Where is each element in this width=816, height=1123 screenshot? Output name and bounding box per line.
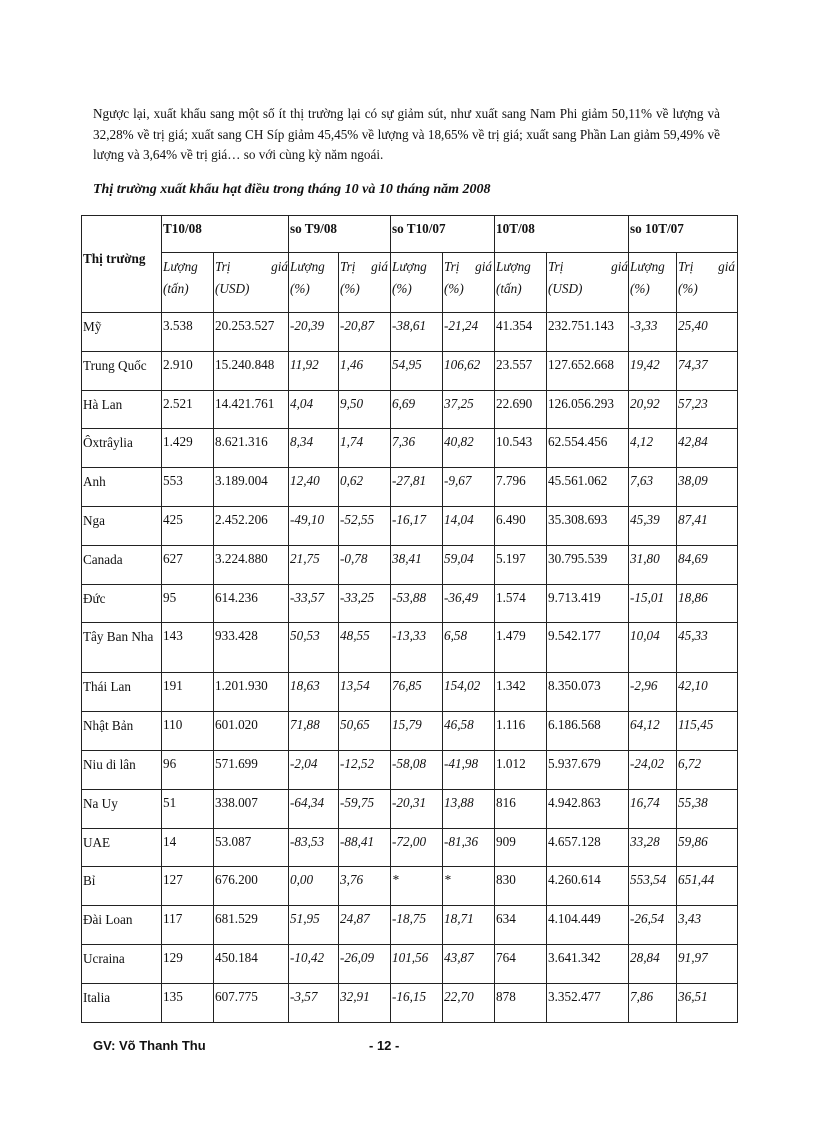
table-header-row [82,216,738,253]
cell-market: Trung Quốc [82,351,162,390]
market-column-header: Thị trường [82,216,162,313]
cell-10t07-trigia: 57,23 [677,390,738,429]
table-row [82,789,738,828]
cell-10t07-trigia: 74,37 [677,351,738,390]
cell-10t07-trigia: 42,84 [677,429,738,468]
cell-t10-trigia: 14.421.761 [214,390,289,429]
cell-t10-luong: 127 [162,867,214,906]
cell-t1007-luong: 54,95 [391,351,443,390]
cell-t10-trigia: 20.253.527 [214,313,289,352]
cell-t9-trigia: 32,91 [339,983,391,1022]
cell-t10-trigia: 601.020 [214,712,289,751]
cell-t9-trigia: 24,87 [339,906,391,945]
table-row [82,313,738,352]
cell-t10-trigia: 3.189.004 [214,468,289,507]
cell-t1007-luong: 15,79 [391,712,443,751]
cell-t9-luong: 4,04 [289,390,339,429]
cell-t1007-luong: -16,17 [391,506,443,545]
cell-10t07-luong: 7,86 [629,983,677,1022]
cell-t1007-luong: -58,08 [391,750,443,789]
cell-t1007-trigia: -9,67 [443,468,495,507]
cell-t10-luong: 117 [162,906,214,945]
cell-t9-trigia: -33,25 [339,584,391,623]
cell-t9-luong: 8,34 [289,429,339,468]
cell-10t-luong: 10.543 [495,429,547,468]
cell-10t-trigia: 3.352.477 [547,983,629,1022]
cell-10t07-trigia: 18,86 [677,584,738,623]
subheader-luong-tan: Lượng (tấn) [495,253,547,313]
table-row [82,712,738,751]
cell-t9-trigia: 9,50 [339,390,391,429]
cell-t9-trigia: 1,46 [339,351,391,390]
cell-t10-luong: 110 [162,712,214,751]
cell-10t07-trigia: 87,41 [677,506,738,545]
cell-t9-trigia: -52,55 [339,506,391,545]
cell-10t07-luong: 16,74 [629,789,677,828]
cell-10t07-trigia: 42,10 [677,673,738,712]
cell-10t07-luong: 10,04 [629,623,677,673]
cell-t1007-trigia: 37,25 [443,390,495,429]
cell-market: Tây Ban Nha [82,623,162,673]
cell-t9-trigia: 13,54 [339,673,391,712]
cell-t10-luong: 1.429 [162,429,214,468]
subheader-trigia-usd-unit: (USD) [548,281,583,296]
cell-market: Hà Lan [82,390,162,429]
cell-10t07-luong: 31,80 [629,545,677,584]
cell-market: Bỉ [82,867,162,906]
cell-10t-trigia: 9.713.419 [547,584,629,623]
subheader-luong-pct: Lượng (%) [629,253,677,313]
cell-t1007-trigia: 13,88 [443,789,495,828]
cell-t1007-luong: -20,31 [391,789,443,828]
cell-10t07-trigia: 45,33 [677,623,738,673]
cell-t9-trigia: -88,41 [339,828,391,867]
table-row [82,944,738,983]
cell-t10-luong: 2.521 [162,390,214,429]
cell-10t07-trigia: 91,97 [677,944,738,983]
cell-t9-luong: 21,75 [289,545,339,584]
subheader-trigia-usd-word2: giá [271,259,288,274]
cell-10t-trigia: 3.641.342 [547,944,629,983]
subheader-luong-tan: Lượng (tấn) [162,253,214,313]
table-row [82,545,738,584]
cell-10t07-luong: 45,39 [629,506,677,545]
cell-market: Ôxtrâylia [82,429,162,468]
cell-10t-luong: 909 [495,828,547,867]
cell-t10-luong: 51 [162,789,214,828]
cell-t10-luong: 129 [162,944,214,983]
cell-10t-trigia: 127.652.668 [547,351,629,390]
cell-10t-trigia: 5.937.679 [547,750,629,789]
cell-t10-luong: 2.910 [162,351,214,390]
cell-10t07-luong: -2,96 [629,673,677,712]
footer-teacher: GV: Võ Thanh Thu [93,1038,206,1053]
cell-t9-trigia: 3,76 [339,867,391,906]
cell-t1007-luong: 7,36 [391,429,443,468]
cell-t9-trigia: 48,55 [339,623,391,673]
table-row [82,906,738,945]
cell-t9-trigia: -0,78 [339,545,391,584]
cell-t10-luong: 95 [162,584,214,623]
cell-10t07-luong: 7,63 [629,468,677,507]
cell-10t-luong: 634 [495,906,547,945]
cell-10t-trigia: 6.186.568 [547,712,629,751]
cell-t10-trigia: 933.428 [214,623,289,673]
subheader-trigia-usd-word1: Trị [215,259,231,274]
cell-10t07-trigia: 115,45 [677,712,738,751]
cell-t1007-trigia: -81,36 [443,828,495,867]
cell-10t-luong: 1.012 [495,750,547,789]
cell-10t07-luong: 4,12 [629,429,677,468]
cell-t9-trigia: -26,09 [339,944,391,983]
cell-t9-luong: -64,34 [289,789,339,828]
cell-t10-luong: 191 [162,673,214,712]
cell-t9-luong: -3,57 [289,983,339,1022]
group-header-so-t9-08: so T9/08 [289,216,391,253]
cell-t10-trigia: 53.087 [214,828,289,867]
cell-t1007-trigia: 59,04 [443,545,495,584]
cell-t10-trigia: 8.621.316 [214,429,289,468]
cell-t9-trigia: 0,62 [339,468,391,507]
cell-t1007-trigia: 6,58 [443,623,495,673]
footer-page-number: - 12 - [369,1038,400,1053]
cell-10t-luong: 1.574 [495,584,547,623]
table-caption: Thị trường xuất khẩu hạt điều trong tháng 10 và 10 tháng năm 2008 [93,182,491,197]
cell-t10-trigia: 2.452.206 [214,506,289,545]
cell-t9-luong: 18,63 [289,673,339,712]
cell-t1007-trigia: -41,98 [443,750,495,789]
cell-t10-luong: 14 [162,828,214,867]
table-subheader-row [82,253,738,313]
subheader-trigia-usd [547,253,629,313]
subheader-trigia-pct: Trị giá (%) [443,253,495,313]
cell-10t07-trigia: 3,43 [677,906,738,945]
cell-market: Canada [82,545,162,584]
subheader-luong-pct: Lượng (%) [391,253,443,313]
cell-t10-trigia: 15.240.848 [214,351,289,390]
cell-10t-luong: 830 [495,867,547,906]
cell-10t-trigia: 126.056.293 [547,390,629,429]
cell-market: Mỹ [82,313,162,352]
cell-t9-luong: 11,92 [289,351,339,390]
cell-10t-trigia: 232.751.143 [547,313,629,352]
table-row [82,623,738,673]
cell-t10-trigia: 1.201.930 [214,673,289,712]
cell-t9-luong: -2,04 [289,750,339,789]
cell-10t07-luong: -15,01 [629,584,677,623]
cell-t9-luong: -10,42 [289,944,339,983]
cell-10t-luong: 6.490 [495,506,547,545]
cell-t10-trigia: 450.184 [214,944,289,983]
cell-t1007-trigia: 22,70 [443,983,495,1022]
cell-10t07-trigia: 84,69 [677,545,738,584]
cell-10t07-luong: 33,28 [629,828,677,867]
cell-10t07-luong: -26,54 [629,906,677,945]
cell-t10-trigia: 3.224.880 [214,545,289,584]
cell-10t-trigia: 35.308.693 [547,506,629,545]
table-row [82,983,738,1022]
cell-t9-trigia: -20,87 [339,313,391,352]
group-header-so-10t-07: so 10T/07 [629,216,738,253]
cell-t10-luong: 627 [162,545,214,584]
cell-t10-luong: 143 [162,623,214,673]
cell-market: Đài Loan [82,906,162,945]
table-row [82,828,738,867]
cell-t1007-luong: -72,00 [391,828,443,867]
cell-10t07-luong: 553,54 [629,867,677,906]
cell-10t-trigia: 45.561.062 [547,468,629,507]
cell-t9-luong: 0,00 [289,867,339,906]
cell-t1007-luong: -53,88 [391,584,443,623]
cell-market: Đức [82,584,162,623]
cell-t10-luong: 96 [162,750,214,789]
table-row [82,351,738,390]
cell-10t-trigia: 30.795.539 [547,545,629,584]
cell-market: Anh [82,468,162,507]
cell-10t07-trigia: 25,40 [677,313,738,352]
cell-10t07-trigia: 36,51 [677,983,738,1022]
cell-t1007-luong: 76,85 [391,673,443,712]
cell-t10-trigia: 571.699 [214,750,289,789]
cell-10t-trigia: 4.104.449 [547,906,629,945]
cell-10t-luong: 816 [495,789,547,828]
cell-10t07-luong: -24,02 [629,750,677,789]
cell-market: UAE [82,828,162,867]
subheader-trigia-usd-word1: Trị [548,259,564,274]
cell-market: Na Uy [82,789,162,828]
cell-t1007-trigia: 14,04 [443,506,495,545]
cell-10t07-luong: 19,42 [629,351,677,390]
cell-10t07-luong: 64,12 [629,712,677,751]
cell-10t-luong: 23.557 [495,351,547,390]
cell-t1007-trigia: -21,24 [443,313,495,352]
cell-10t07-trigia: 6,72 [677,750,738,789]
cell-t1007-luong: 101,56 [391,944,443,983]
cell-t9-luong: 12,40 [289,468,339,507]
cell-t1007-luong: -18,75 [391,906,443,945]
cell-t9-trigia: -59,75 [339,789,391,828]
cell-t10-luong: 3.538 [162,313,214,352]
table-row [82,750,738,789]
cell-10t-trigia: 4.657.128 [547,828,629,867]
cell-t1007-trigia: 46,58 [443,712,495,751]
cell-10t-luong: 5.197 [495,545,547,584]
cell-t1007-trigia: 40,82 [443,429,495,468]
cell-10t-luong: 41.354 [495,313,547,352]
group-header-t10-08: T10/08 [162,216,289,253]
cell-market: Niu di lân [82,750,162,789]
subheader-trigia-usd [214,253,289,313]
cell-t10-trigia: 681.529 [214,906,289,945]
subheader-trigia-pct: Trị giá (%) [339,253,391,313]
cell-10t07-trigia: 651,44 [677,867,738,906]
table-row [82,506,738,545]
cell-t10-trigia: 614.236 [214,584,289,623]
cell-t9-trigia: 50,65 [339,712,391,751]
cell-10t07-trigia: 38,09 [677,468,738,507]
cell-10t07-luong: 28,84 [629,944,677,983]
subheader-trigia-pct: Trị giá (%) [677,253,738,313]
cell-10t-luong: 764 [495,944,547,983]
cell-t9-luong: 50,53 [289,623,339,673]
cell-market: Italia [82,983,162,1022]
table-row [82,390,738,429]
cell-10t07-trigia: 59,86 [677,828,738,867]
cell-t9-luong: -20,39 [289,313,339,352]
cell-t9-luong: -33,57 [289,584,339,623]
cell-t10-luong: 425 [162,506,214,545]
cell-t10-luong: 135 [162,983,214,1022]
cell-t1007-trigia: 154,02 [443,673,495,712]
subheader-trigia-usd-unit: (USD) [215,281,250,296]
group-header-so-t10-07: so T10/07 [391,216,495,253]
cell-10t-trigia: 8.350.073 [547,673,629,712]
cell-t1007-luong: 6,69 [391,390,443,429]
cell-10t-luong: 878 [495,983,547,1022]
subheader-trigia-usd-word2: giá [611,259,628,274]
cell-t9-luong: -49,10 [289,506,339,545]
cell-t1007-luong: * [391,867,443,906]
cell-t1007-luong: -38,61 [391,313,443,352]
cell-t1007-luong: -16,15 [391,983,443,1022]
cell-10t-luong: 1.342 [495,673,547,712]
table-row [82,429,738,468]
cell-10t07-luong: -3,33 [629,313,677,352]
cell-t9-trigia: 1,74 [339,429,391,468]
cell-t1007-trigia: * [443,867,495,906]
cell-market: Thái Lan [82,673,162,712]
cell-10t-trigia: 9.542.177 [547,623,629,673]
cell-t1007-luong: 38,41 [391,545,443,584]
cell-t1007-luong: -13,33 [391,623,443,673]
body-paragraph: Ngược lại, xuất khẩu sang một số ít thị trường lại có sự giảm sút, như xuất sang Nam Phi giảm 50,11% về lượng và 32,28% về trị giá; xuất sang CH Síp giảm 45,45% về lượng và 18,65% về trị giá; xuất sang Phần Lan giảm 59,49% về lượng và 3,64% về trị giá… so với cùng kỳ năm ngoái. [93,106,720,162]
cell-10t-trigia: 4.260.614 [547,867,629,906]
cell-market: Ucraina [82,944,162,983]
cell-market: Nhật Bản [82,712,162,751]
cell-t10-trigia: 676.200 [214,867,289,906]
export-markets-table [81,215,738,1023]
cell-t9-luong: 51,95 [289,906,339,945]
table-row [82,867,738,906]
cell-10t-trigia: 4.942.863 [547,789,629,828]
cell-10t07-trigia: 55,38 [677,789,738,828]
cell-t1007-trigia: 18,71 [443,906,495,945]
cell-10t-luong: 7.796 [495,468,547,507]
cell-t1007-trigia: 106,62 [443,351,495,390]
cell-t1007-trigia: -36,49 [443,584,495,623]
cell-t9-trigia: -12,52 [339,750,391,789]
cell-10t-luong: 22.690 [495,390,547,429]
table-row [82,584,738,623]
cell-10t07-luong: 20,92 [629,390,677,429]
cell-10t-luong: 1.479 [495,623,547,673]
subheader-luong-pct: Lượng (%) [289,253,339,313]
cell-t1007-trigia: 43,87 [443,944,495,983]
table-row [82,468,738,507]
cell-10t-trigia: 62.554.456 [547,429,629,468]
cell-10t-luong: 1.116 [495,712,547,751]
table-row [82,673,738,712]
cell-t9-luong: 71,88 [289,712,339,751]
cell-t10-trigia: 607.775 [214,983,289,1022]
cell-market: Nga [82,506,162,545]
cell-t9-luong: -83,53 [289,828,339,867]
cell-t10-luong: 553 [162,468,214,507]
cell-t10-trigia: 338.007 [214,789,289,828]
cell-t1007-luong: -27,81 [391,468,443,507]
group-header-10t-08: 10T/08 [495,216,629,253]
